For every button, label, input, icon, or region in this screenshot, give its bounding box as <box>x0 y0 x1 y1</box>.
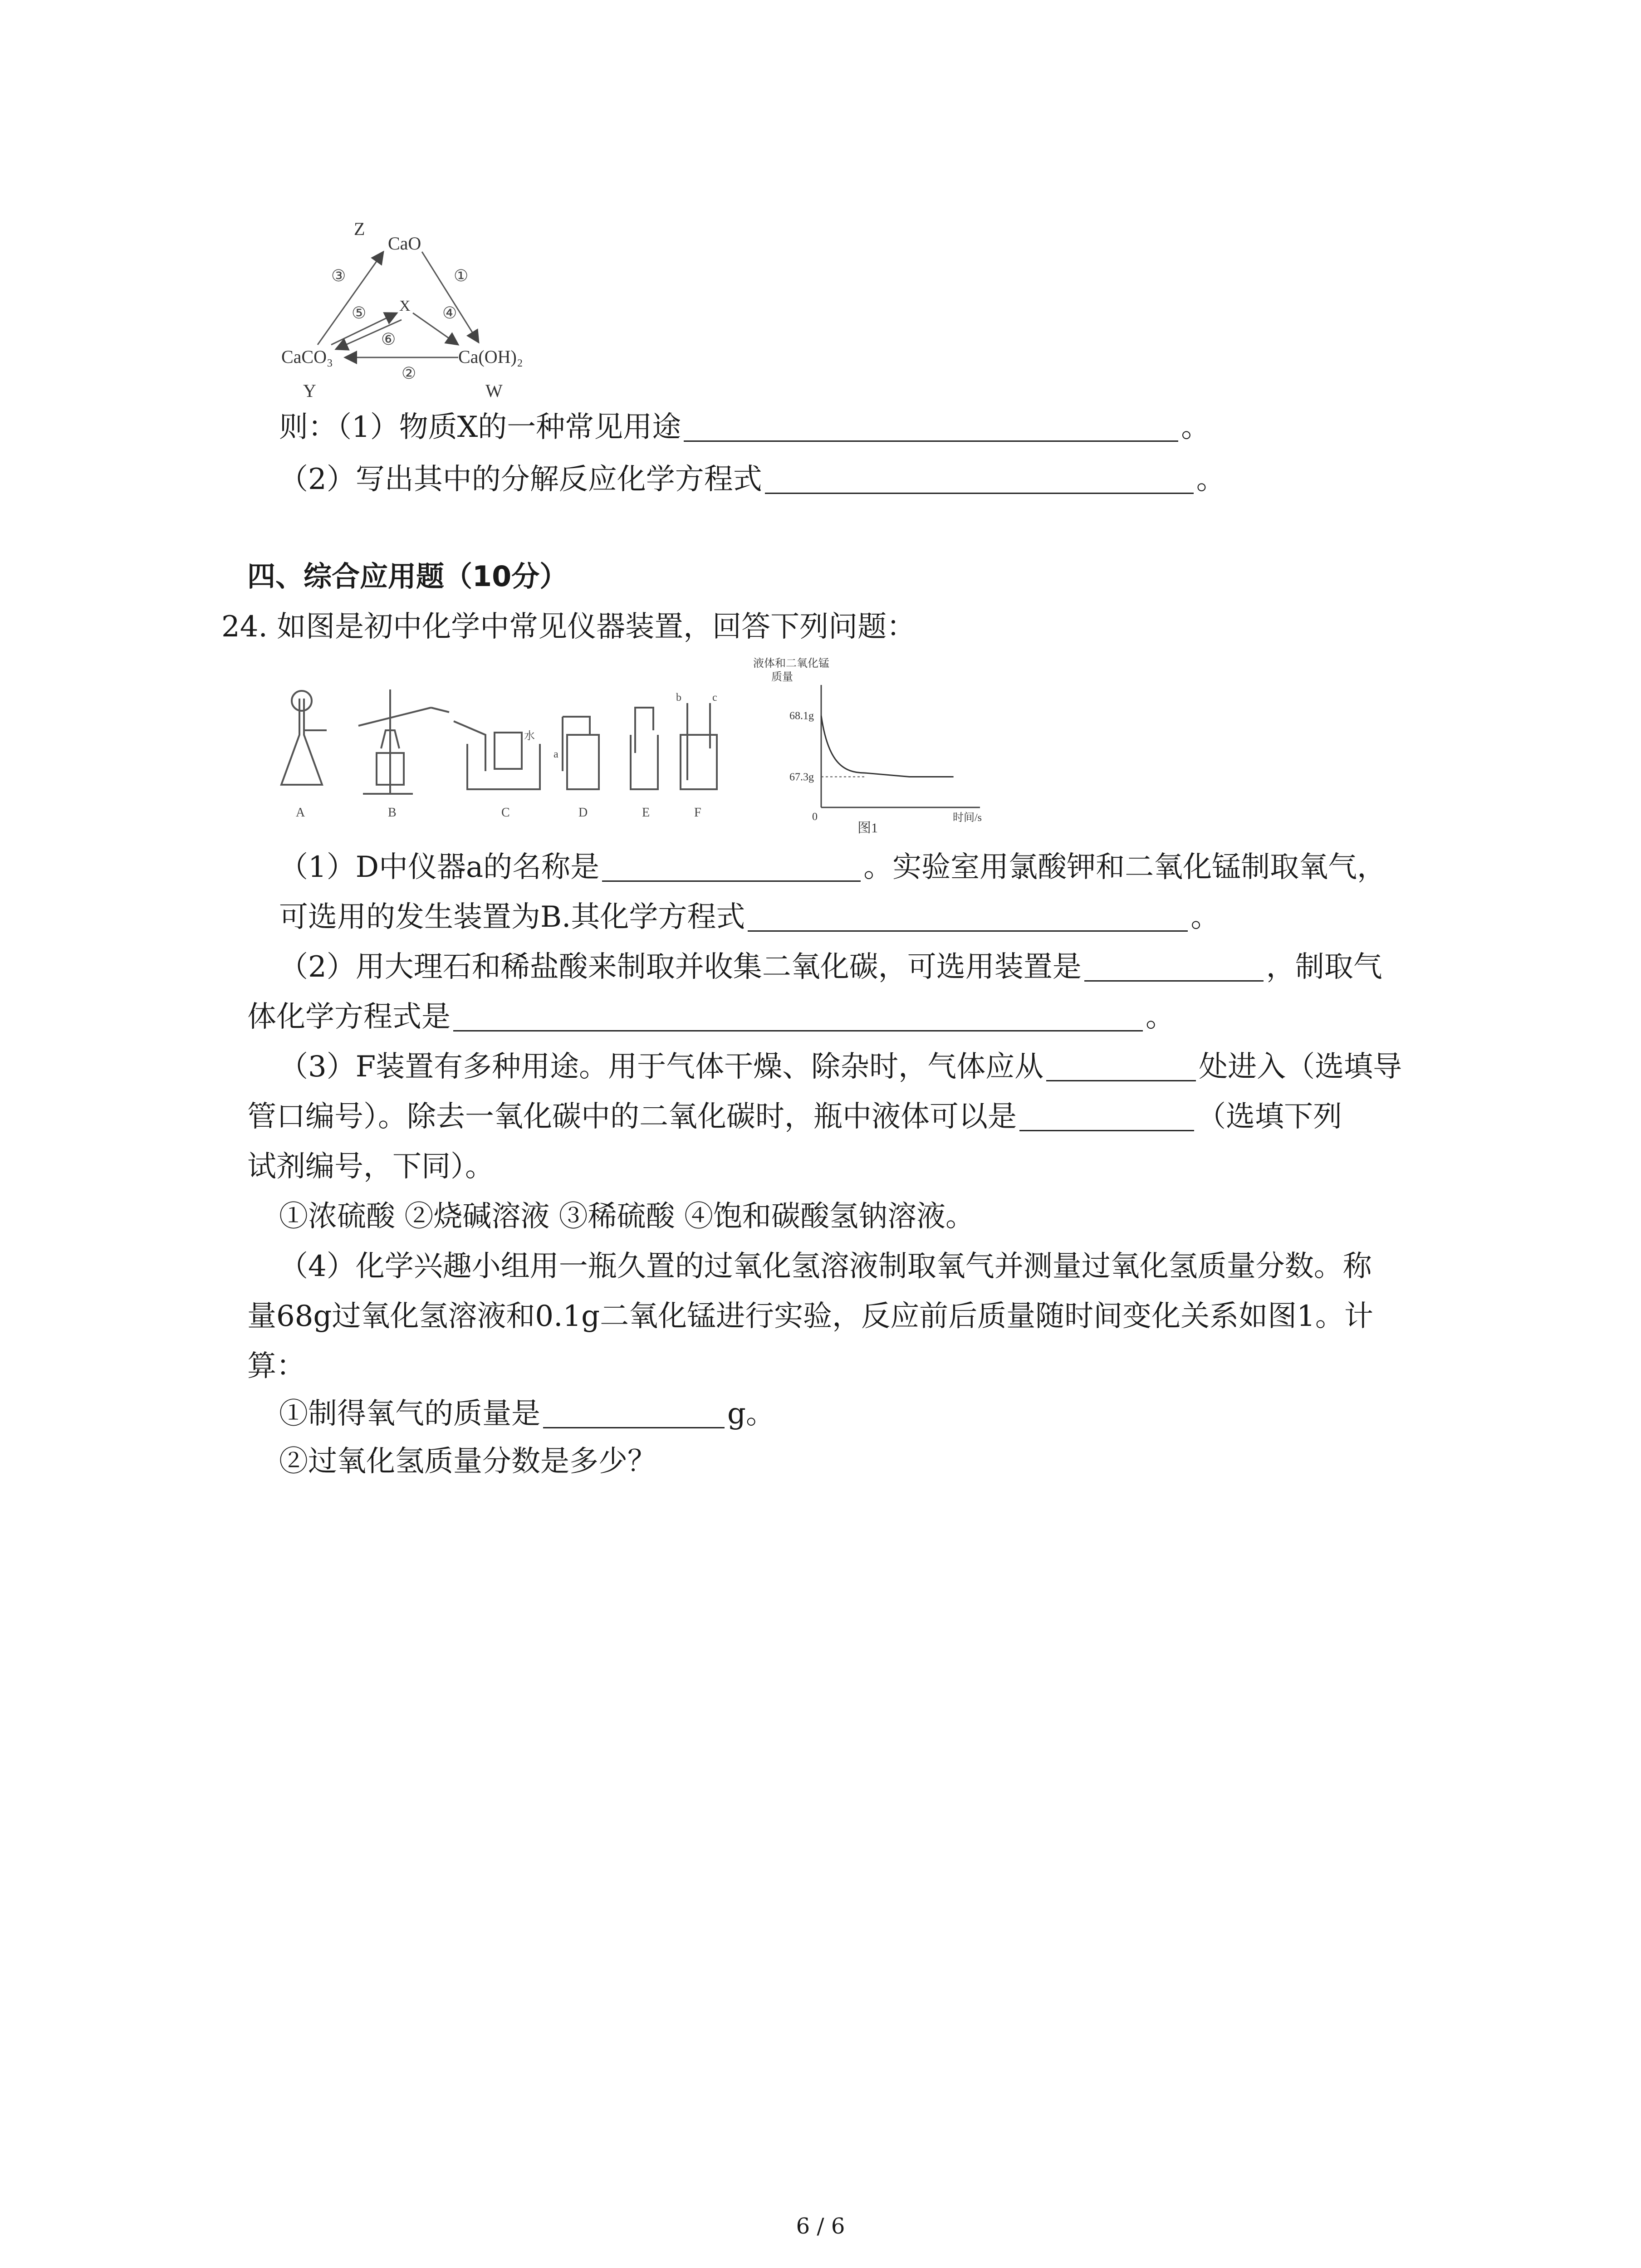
answer-blank[interactable] <box>1046 1054 1196 1081</box>
q24-p1-line2: 可选用的发生装置为B.其化学方程式 。 <box>279 900 1220 934</box>
chart-caption: 图1 <box>857 821 878 835</box>
num-5: ⑤ <box>352 304 367 322</box>
answer-blank[interactable] <box>1084 954 1264 982</box>
q24-sub1: ①制得氧气的质量是 g。 <box>279 1397 775 1431</box>
label-y: Y <box>303 381 316 401</box>
q24-p4-line2: 量68g过氧化氢溶液和0.1g二氧化锰进行实验，反应前后质量随时间变化关系如图1。计 <box>247 1300 1373 1333</box>
num-3: ③ <box>331 267 346 285</box>
answer-blank[interactable] <box>1019 1104 1194 1131</box>
chart-x-label: 时间/s <box>953 812 982 824</box>
label-e: E <box>642 806 650 820</box>
label-caoh2: Ca(OH)₂ <box>458 347 523 367</box>
label-a: A <box>296 806 305 820</box>
q24-p1-line1: （1）D中仪器a的名称是 。实验室用氯酸钾和二氧化锰制取氧气， <box>279 850 1386 884</box>
apparatus-d <box>563 717 599 789</box>
q24-p3-line2: 管口编号）。除去一氧化碳中的二氧化碳时，瓶中液体可以是 （选填下列 <box>247 1100 1342 1134</box>
label-c: C <box>501 806 510 820</box>
apparatus-a <box>281 691 327 785</box>
q24-intro: 24. 如图是初中化学中常见仪器装置，回答下列问题： <box>221 610 916 644</box>
mass-time-chart <box>744 653 998 835</box>
chart-origin: 0 <box>812 811 818 823</box>
chart-series-line <box>821 716 954 777</box>
label-water: 水 <box>524 730 535 742</box>
num-1: ① <box>454 267 469 285</box>
q24-p2-line1: （2）用大理石和稀盐酸来制取并收集二氧化碳，可选用装置是 ，制取气 <box>279 950 1382 984</box>
page-number: 6 / 6 <box>796 2214 845 2239</box>
q24-sub2: ②过氧化氢质量分数是多少？ <box>279 1445 656 1478</box>
q24-options: ①浓硫酸 ②烧碱溶液 ③稀硫酸 ④饱和碳酸氢钠溶液。 <box>279 1200 975 1233</box>
num-2: ② <box>402 364 416 382</box>
chart-y-title-1: 液体和二氧化锰 <box>753 658 829 670</box>
num-4: ④ <box>442 304 457 322</box>
apparatus-b <box>358 689 449 794</box>
q23-line1: 则：（1）物质X的一种常见用途 。 <box>279 411 1210 444</box>
label-small-a: a <box>554 748 558 760</box>
section-heading: 四、综合应用题（10分） <box>247 560 568 593</box>
q23-line2: （2）写出其中的分解反应化学方程式 。 <box>279 463 1225 496</box>
reaction-cycle-diagram <box>272 213 526 404</box>
q24-p4-line3: 算： <box>247 1349 305 1383</box>
label-c-port: c <box>712 692 717 704</box>
label-caco3: CaCO₃ <box>281 347 333 367</box>
apparatus-f <box>681 703 717 789</box>
answer-blank[interactable] <box>453 1004 1143 1031</box>
answer-blank[interactable] <box>602 854 861 882</box>
label-cao: CaO <box>388 233 421 254</box>
label-z: Z <box>354 219 365 239</box>
q24-p2-line2: 体化学方程式是 。 <box>247 1000 1175 1034</box>
num-6: ⑥ <box>381 330 396 348</box>
label-b: B <box>388 806 397 820</box>
answer-blank[interactable] <box>748 904 1188 932</box>
chart-y-title-2: 质量 <box>771 671 793 683</box>
label-w: W <box>485 381 503 401</box>
apparatus-e <box>631 708 658 789</box>
chart-y-tick-label: 68.1g <box>789 710 814 722</box>
chart-y-tick-label: 67.3g <box>789 771 814 783</box>
answer-blank[interactable] <box>765 466 1194 494</box>
label-d: D <box>578 806 588 820</box>
q24-p3-line1: （3）F装置有多种用途。用于气体干燥、除杂时，气体应从 处进入（选填导 <box>279 1050 1402 1084</box>
label-f: F <box>694 806 701 820</box>
answer-blank[interactable] <box>684 414 1178 442</box>
label-x: X <box>399 298 411 314</box>
q24-p3-line3: 试剂编号，下同）。 <box>247 1150 494 1183</box>
q24-p4-line1: （4）化学兴趣小组用一瓶久置的过氧化氢溶液制取氧气并测量过氧化氢质量分数。称 <box>279 1250 1372 1283</box>
answer-blank[interactable] <box>543 1401 725 1428</box>
apparatus-figure <box>272 680 785 826</box>
label-b-port: b <box>676 692 681 704</box>
